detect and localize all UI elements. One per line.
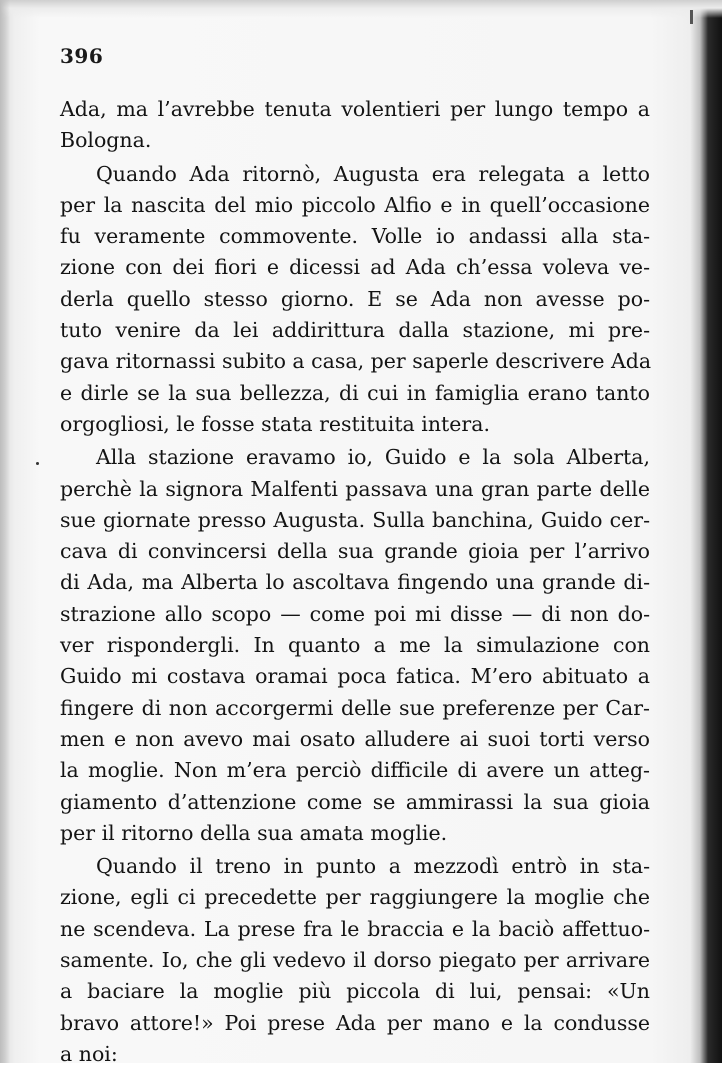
text-line: ver rispondergli. In quanto a me la simulazione con bbox=[60, 633, 650, 658]
text-line: Guido mi costava oramai poca fatica. M’ero abituato a bbox=[60, 664, 650, 689]
text-line: Quando Ada ritornò, Augusta era relegata a letto bbox=[96, 161, 650, 186]
text-line: di Ada, ma Alberta lo ascoltava fingendo una grande di- bbox=[60, 570, 650, 595]
text-line: cava di convincersi della sua grande gioia per l’arrivo bbox=[60, 539, 650, 564]
text-line: tuto venire da lei addirittura dalla stazione, mi pre- bbox=[60, 318, 650, 343]
text-line: la moglie. Non m’era perciò difficile di avere un atteg- bbox=[60, 758, 650, 783]
page-left-shadow bbox=[0, 0, 10, 1063]
text-line: zione, egli ci precedette per raggiungere la moglie che bbox=[60, 885, 650, 910]
text-line: bravo attore!» Poi prese Ada per mano e la condusse bbox=[60, 1010, 650, 1035]
page-top-shadow bbox=[0, 0, 722, 18]
text-line: perchè la signora Malfenti passava una gran parte delle bbox=[60, 476, 650, 501]
text-line: Ada, ma l’avrebbe tenuta volentieri per lungo tempo a bbox=[60, 97, 650, 121]
text-line: zione con dei fiori e dicessi ad Ada ch’essa voleva ve- bbox=[60, 255, 650, 280]
text-line: orgogliosi, le fosse stata restituita intera. bbox=[60, 411, 490, 436]
text-line: a baciare la moglie più piccola di lui, pensai: «Un bbox=[60, 979, 650, 1004]
text-line: per la nascita del mio piccolo Alfio e in quell’occasione bbox=[60, 192, 650, 217]
text-line: Quando il treno in punto a mezzodì entrò in sta- bbox=[96, 854, 650, 879]
binding-mark bbox=[690, 10, 693, 24]
text-line: fu veramente commovente. Volle io andassi alla sta- bbox=[60, 224, 650, 249]
text-line: giamento d’attenzione come se ammirassi la sua gioia bbox=[60, 789, 650, 814]
text-line: e dirle se la sua bellezza, di cui in famiglia erano tanto bbox=[60, 380, 650, 405]
text-line: strazione allo scopo — come poi mi disse — di non do- bbox=[60, 601, 650, 626]
text-line: per il ritorno della sua amata moglie. bbox=[60, 820, 448, 845]
margin-mark bbox=[36, 462, 39, 465]
text-line: sue giornate presso Augusta. Sulla banchina, Guido cer- bbox=[60, 507, 650, 532]
text-line: gava ritornassi subito a casa, per saperle descrivere Ada bbox=[60, 349, 652, 374]
text-line: men e non avevo mai osato alludere ai suoi torti verso bbox=[60, 726, 650, 751]
body-text bbox=[60, 94, 650, 1070]
text-line: Bologna. bbox=[60, 128, 152, 153]
text-line: Alla stazione eravamo io, Guido e la sola Alberta, bbox=[96, 445, 650, 470]
page-number: 396 bbox=[60, 44, 104, 68]
text-line: derla quello stesso giorno. E se Ada non avesse po- bbox=[60, 286, 650, 311]
text-line: a noi: bbox=[60, 1041, 118, 1066]
text-line: ne scendeva. La prese fra le braccia e la baciò affettuo- bbox=[60, 916, 650, 941]
text-line: fingere di non accorgermi delle sue preferenze per Car- bbox=[60, 695, 650, 720]
text-line: samente. Io, che gli vedevo il dorso piegato per arrivare bbox=[60, 948, 650, 973]
